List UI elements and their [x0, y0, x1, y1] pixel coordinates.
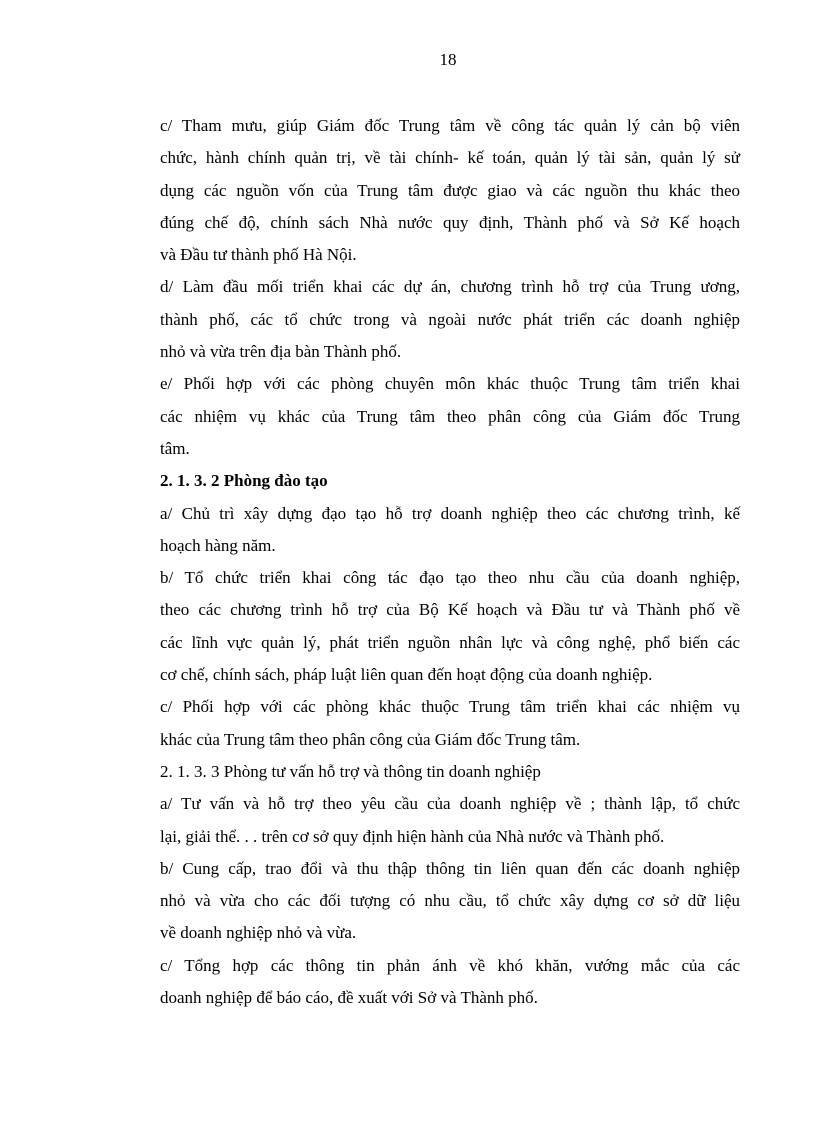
text-line: nhỏ và vừa cho các đối tượng có nhu cầu, tổ chức xây dựng cơ sở dữ liệu	[160, 891, 740, 911]
text-line: các lĩnh vực quản lý, phát triển nguồn nhân lực và công nghệ, phổ biến các	[160, 632, 740, 652]
paragraph-a-consulting	[160, 788, 740, 853]
text-line: cơ chế, chính sách, pháp luật liên quan đến hoạt động của doanh nghiệp.	[160, 665, 653, 685]
text-line: thành phố, các tổ chức trong và ngoài nước phát triển các doanh nghiệp	[160, 309, 740, 329]
paragraph-c-training-coordination	[160, 691, 740, 756]
paragraph-d-projects	[160, 271, 740, 368]
text-line: theo các chương trình hỗ trợ của Bộ Kế hoạch và Đầu tư và Thành phố về	[160, 600, 740, 620]
text-line: lại, giải thể. . . trên cơ sở quy định hiện hành của Nhà nước và Thành phố.	[160, 826, 665, 846]
text-line: về doanh nghiệp nhỏ và vừa.	[160, 923, 357, 943]
page-number: 18	[439, 50, 457, 69]
text-line: d/ Làm đầu mối triển khai các dự án, chương trình hỗ trợ của Trung ương,	[160, 277, 740, 297]
section-heading-training: 2. 1. 3. 2 Phòng đào tạo	[160, 471, 328, 491]
paragraph-a-training-plan	[160, 498, 740, 563]
text-line: khác của Trung tâm theo phân công của Giám đốc Trung tâm.	[160, 729, 581, 749]
text-line: c/ Phối hợp với các phòng khác thuộc Trung tâm triển khai các nhiệm vụ	[160, 697, 740, 717]
text-line: b/ Cung cấp, trao đổi và thu thập thông tin liên quan đến các doanh nghiệp	[160, 858, 740, 878]
text-line: a/ Chủ trì xây dựng đạo tạo hỗ trợ doanh nghiệp theo các chương trình, kế	[160, 503, 740, 523]
text-line: dụng các nguồn vốn của Trung tâm được giao và các nguồn thu khác theo	[160, 180, 740, 200]
paragraph-b-training-organize	[160, 562, 740, 691]
paragraph-c-admin	[160, 110, 740, 271]
text-line: c/ Tham mưu, giúp Giám đốc Trung tâm về công tác quản lý cản bộ viên	[160, 116, 740, 135]
text-line: e/ Phối hợp với các phòng chuyên môn khác thuộc Trung tâm triển khai	[160, 374, 740, 394]
text-line: và Đầu tư thành phố Hà Nội.	[160, 245, 357, 265]
paragraph-b-information	[160, 853, 740, 950]
text-line: tâm.	[160, 438, 190, 458]
text-line: đúng chế độ, chính sách Nhà nước quy định, Thành phố và Sở Kế hoạch	[160, 212, 740, 232]
text-line: b/ Tổ chức triển khai công tác đạo tạo theo nhu cầu của doanh nghiệp,	[160, 568, 740, 588]
body-text	[160, 110, 740, 1014]
text-line: các nhiệm vụ khác của Trung tâm theo phân công của Giám đốc Trung	[160, 406, 740, 426]
section-heading-consulting: 2. 1. 3. 3 Phòng tư vấn hỗ trợ và thông tin doanh nghiệp	[160, 761, 541, 781]
text-line: nhỏ và vừa trên địa bàn Thành phố.	[160, 342, 402, 362]
paragraph-e-coordination	[160, 368, 740, 465]
text-line: a/ Tư vấn và hỗ trợ theo yêu cầu của doanh nghiệp về ; thành lập, tổ chức	[160, 794, 740, 814]
text-line: chức, hành chính quản trị, về tài chính- kế toán, quản lý tài sản, quản lý sử	[160, 148, 740, 168]
text-line: c/ Tổng hợp các thông tin phản ánh về khó khăn, vướng mắc của các	[160, 955, 740, 975]
text-line: doanh nghiệp để báo cáo, đề xuất với Sở và Thành phố.	[160, 988, 538, 1008]
text-line: hoạch hàng năm.	[160, 535, 276, 555]
paragraph-c-reporting	[160, 950, 740, 1015]
